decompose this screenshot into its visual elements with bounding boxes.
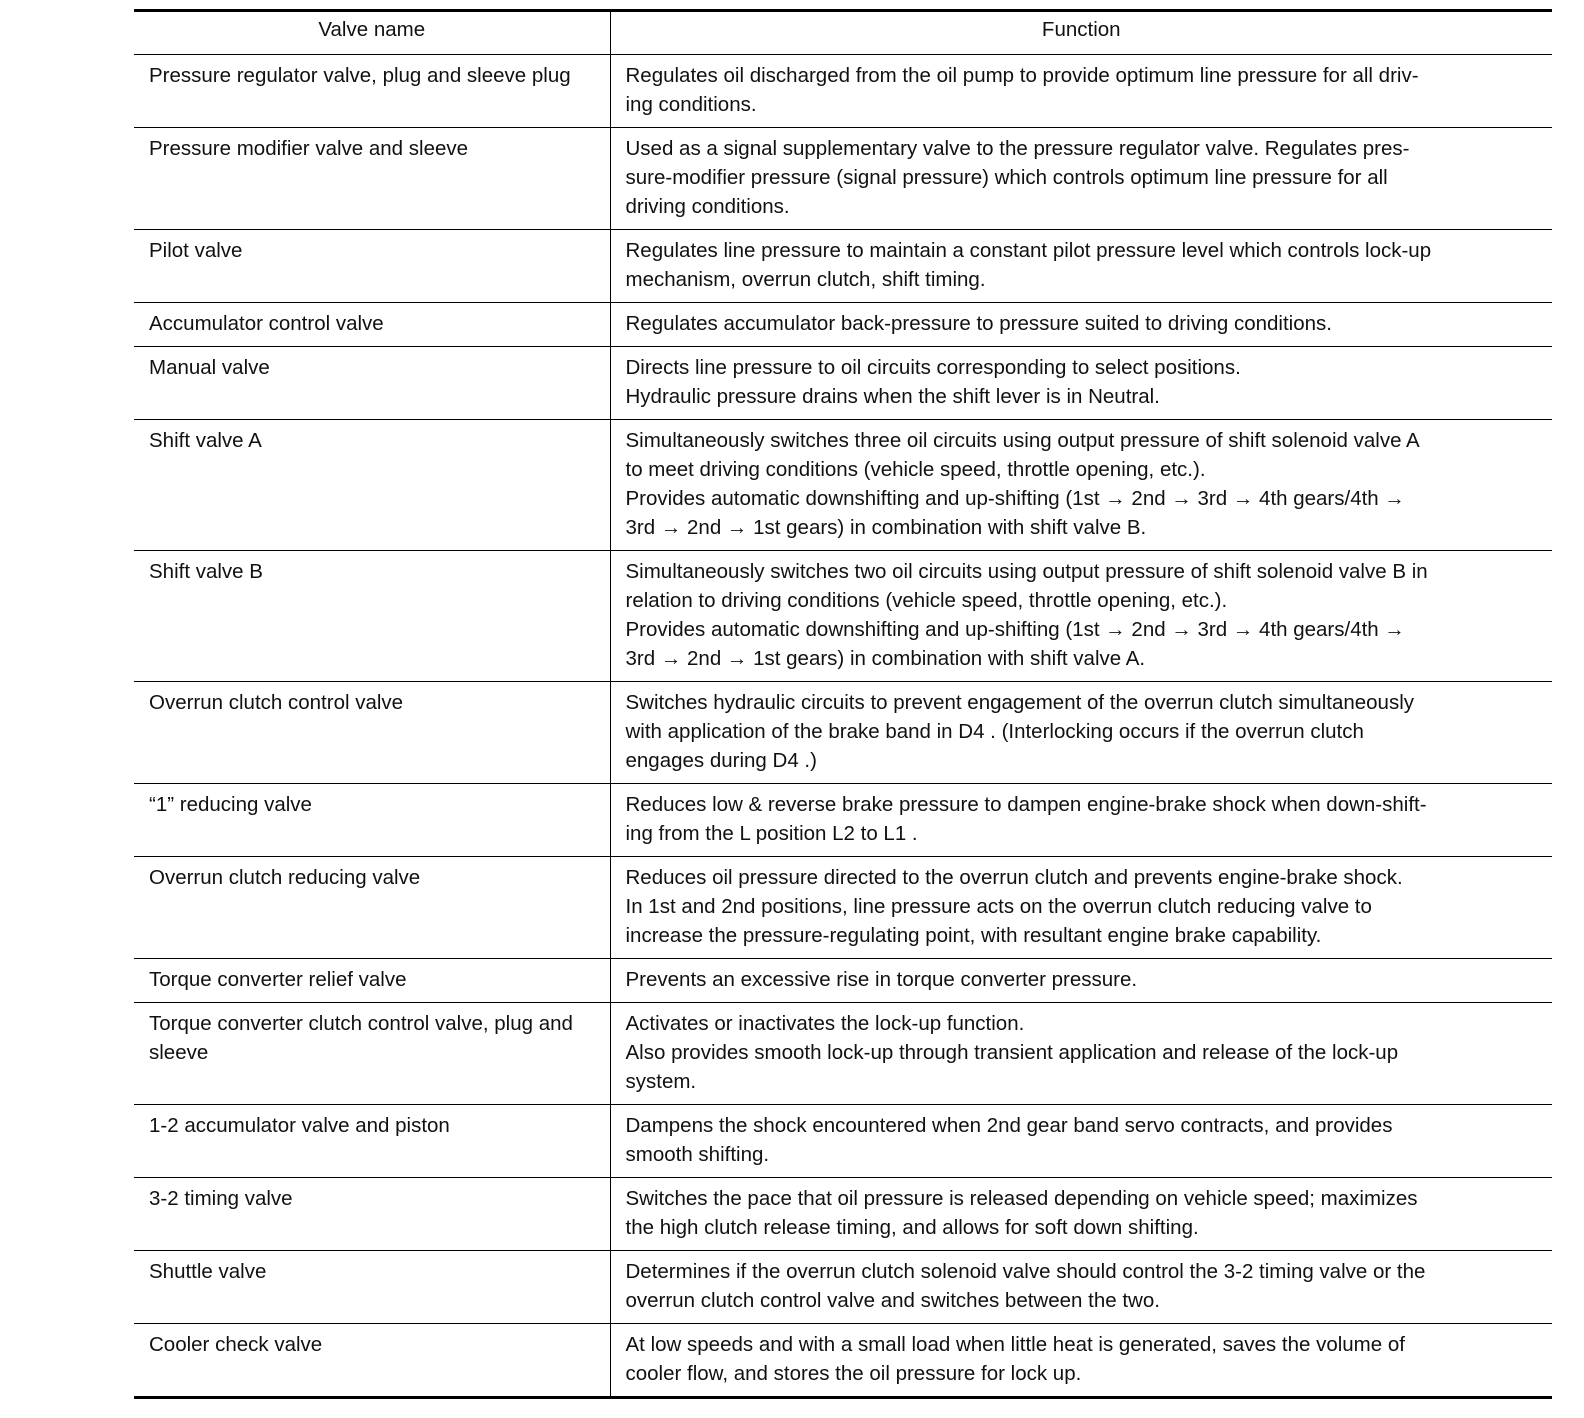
valve-function-line: overrun clutch control valve and switches between the two. [625, 1289, 1160, 1312]
valve-function-sheet [134, 9, 1552, 1399]
valve-function-line: Activates or inactivates the lock-up function. [625, 1012, 1025, 1035]
valve-function-line: Switches hydraulic circuits to prevent engagement of the overrun clutch simultaneously [625, 691, 1415, 714]
valve-name: Manual valve [149, 356, 270, 379]
valve-name: 3-2 timing valve [149, 1187, 293, 1210]
valve-function-line: Simultaneously switches three oil circuits using output pressure of shift solenoid valve A [625, 429, 1420, 452]
valve-function-line: driving conditions. [625, 195, 790, 218]
table-row [134, 128, 1552, 230]
valve-function-line: Reduces low & reverse brake pressure to dampen engine-brake shock when down-shift- [625, 793, 1427, 816]
valve-function-line: Hydraulic pressure drains when the shift lever is in Neutral. [625, 385, 1160, 408]
valve-function-line: In 1st and 2nd positions, line pressure acts on the overrun clutch reducing valve to [625, 895, 1372, 918]
valve-name-cell [134, 230, 610, 303]
table-row [134, 682, 1552, 784]
valve-name-cell [134, 128, 610, 230]
valve-function-cell [610, 128, 1552, 230]
valve-name: 1-2 accumulator valve and piston [149, 1114, 450, 1137]
table-row [134, 1178, 1552, 1251]
valve-function-line: cooler flow, and stores the oil pressure for lock up. [625, 1362, 1082, 1385]
valve-function-line: smooth shifting. [625, 1143, 770, 1166]
valve-function-line: Provides automatic downshifting and up-shifting (1st → 2nd → 3rd → 4th gears/4th → [625, 618, 1405, 641]
table-body [134, 55, 1552, 1398]
table-row [134, 1003, 1552, 1105]
valve-function-line: Prevents an excessive rise in torque converter pressure. [625, 968, 1138, 991]
valve-name-cell [134, 551, 610, 682]
valve-function-cell [610, 1105, 1552, 1178]
valve-function-cell [610, 784, 1552, 857]
valve-function-cell [610, 55, 1552, 128]
valve-function-line: ing conditions. [625, 93, 757, 116]
valve-function-cell [610, 857, 1552, 959]
table-row [134, 230, 1552, 303]
valve-function-line: Also provides smooth lock-up through transient application and release of the lock-up [625, 1041, 1399, 1064]
valve-name-cell [134, 1251, 610, 1324]
valve-function-cell [610, 420, 1552, 551]
valve-function-line: Directs line pressure to oil circuits corresponding to select positions. [625, 356, 1241, 379]
valve-function-line: 3rd → 2nd → 1st gears) in combination with shift valve A. [625, 647, 1146, 670]
valve-function-cell [610, 303, 1552, 347]
valve-function-line: increase the pressure-regulating point, with resultant engine brake capability. [625, 924, 1322, 947]
valve-function-line: Reduces oil pressure directed to the overrun clutch and prevents engine-brake shock. [625, 866, 1403, 889]
valve-name: Torque converter relief valve [149, 968, 407, 991]
valve-name-cell [134, 784, 610, 857]
valve-name: Overrun clutch control valve [149, 691, 404, 714]
valve-function-line: relation to driving conditions (vehicle speed, throttle opening, etc.). [625, 589, 1228, 612]
valve-name-cell [134, 1003, 610, 1105]
table-row [134, 420, 1552, 551]
valve-name-cell [134, 420, 610, 551]
valve-name: Shuttle valve [149, 1260, 267, 1283]
table-row [134, 1324, 1552, 1398]
valve-function-line: At low speeds and with a small load when little heat is generated, saves the volume of [625, 1333, 1405, 1356]
valve-function-line: the high clutch release timing, and allows for soft down shifting. [625, 1216, 1199, 1239]
valve-function-line: 3rd → 2nd → 1st gears) in combination with shift valve B. [625, 516, 1147, 539]
table-row [134, 303, 1552, 347]
valve-function-line: Simultaneously switches two oil circuits using output pressure of shift solenoid valve B in [625, 560, 1428, 583]
column-header-function: Function [610, 11, 1552, 55]
valve-function-cell [610, 1178, 1552, 1251]
valve-name: “1” reducing valve [149, 793, 312, 816]
valve-name-cell [134, 682, 610, 784]
valve-name-cell [134, 347, 610, 420]
table-row [134, 1105, 1552, 1178]
valve-name-cell [134, 1105, 610, 1178]
valve-name-cell [134, 303, 610, 347]
column-header-valve-name: Valve name [134, 11, 610, 55]
valve-name-cell [134, 1324, 610, 1398]
valve-function-line: Switches the pace that oil pressure is released depending on vehicle speed; maximizes [625, 1187, 1418, 1210]
table-header-row [134, 11, 1552, 55]
valve-function-table [134, 9, 1552, 1399]
valve-function-line: mechanism, overrun clutch, shift timing. [625, 268, 986, 291]
valve-function-line: Used as a signal supplementary valve to the pressure regulator valve. Regulates pres- [625, 137, 1410, 160]
valve-function-cell [610, 959, 1552, 1003]
valve-function-cell [610, 1003, 1552, 1105]
table-row [134, 1251, 1552, 1324]
valve-function-line: with application of the brake band in D4 . (Interlocking occurs if the overrun clutch [625, 720, 1364, 743]
table-row [134, 55, 1552, 128]
valve-function-line: ing from the L position L2 to L1 . [625, 822, 918, 845]
valve-function-line: Provides automatic downshifting and up-shifting (1st → 2nd → 3rd → 4th gears/4th → [625, 487, 1405, 510]
valve-function-cell [610, 551, 1552, 682]
valve-name: Pressure regulator valve, plug and sleeve plug [149, 64, 571, 87]
valve-function-cell [610, 1324, 1552, 1398]
valve-function-cell [610, 682, 1552, 784]
valve-name-cell [134, 857, 610, 959]
valve-name: Cooler check valve [149, 1333, 323, 1356]
table-row [134, 347, 1552, 420]
valve-name: Pilot valve [149, 239, 243, 262]
valve-function-line: system. [625, 1070, 697, 1093]
table-row [134, 857, 1552, 959]
table-row [134, 959, 1552, 1003]
valve-function-cell [610, 347, 1552, 420]
valve-name-cell [134, 1178, 610, 1251]
valve-name-cell [134, 55, 610, 128]
valve-name: Overrun clutch reducing valve [149, 866, 421, 889]
valve-function-line: Determines if the overrun clutch solenoid valve should control the 3-2 timing valve or the [625, 1260, 1426, 1283]
valve-function-line: Regulates line pressure to maintain a constant pilot pressure level which controls lock-up [625, 239, 1432, 262]
valve-function-line: engages during D4 .) [625, 749, 817, 772]
valve-function-cell [610, 230, 1552, 303]
valve-name: Shift valve A [149, 429, 262, 452]
valve-name-cell [134, 959, 610, 1003]
valve-function-cell [610, 1251, 1552, 1324]
valve-function-line: Dampens the shock encountered when 2nd gear band servo contracts, and provides [625, 1114, 1393, 1137]
valve-name: Torque converter clutch control valve, plug and sleeve [149, 1012, 573, 1064]
valve-name: Accumulator control valve [149, 312, 384, 335]
valve-function-line: Regulates oil discharged from the oil pump to provide optimum line pressure for all driv- [625, 64, 1419, 87]
table-row [134, 784, 1552, 857]
table-row [134, 551, 1552, 682]
valve-name: Shift valve B [149, 560, 263, 583]
valve-function-line: to meet driving conditions (vehicle speed, throttle opening, etc.). [625, 458, 1206, 481]
valve-name: Pressure modifier valve and sleeve [149, 137, 469, 160]
valve-function-line: Regulates accumulator back-pressure to pressure suited to driving conditions. [625, 312, 1332, 335]
valve-function-line: sure-modifier pressure (signal pressure) which controls optimum line pressure for all [625, 166, 1388, 189]
